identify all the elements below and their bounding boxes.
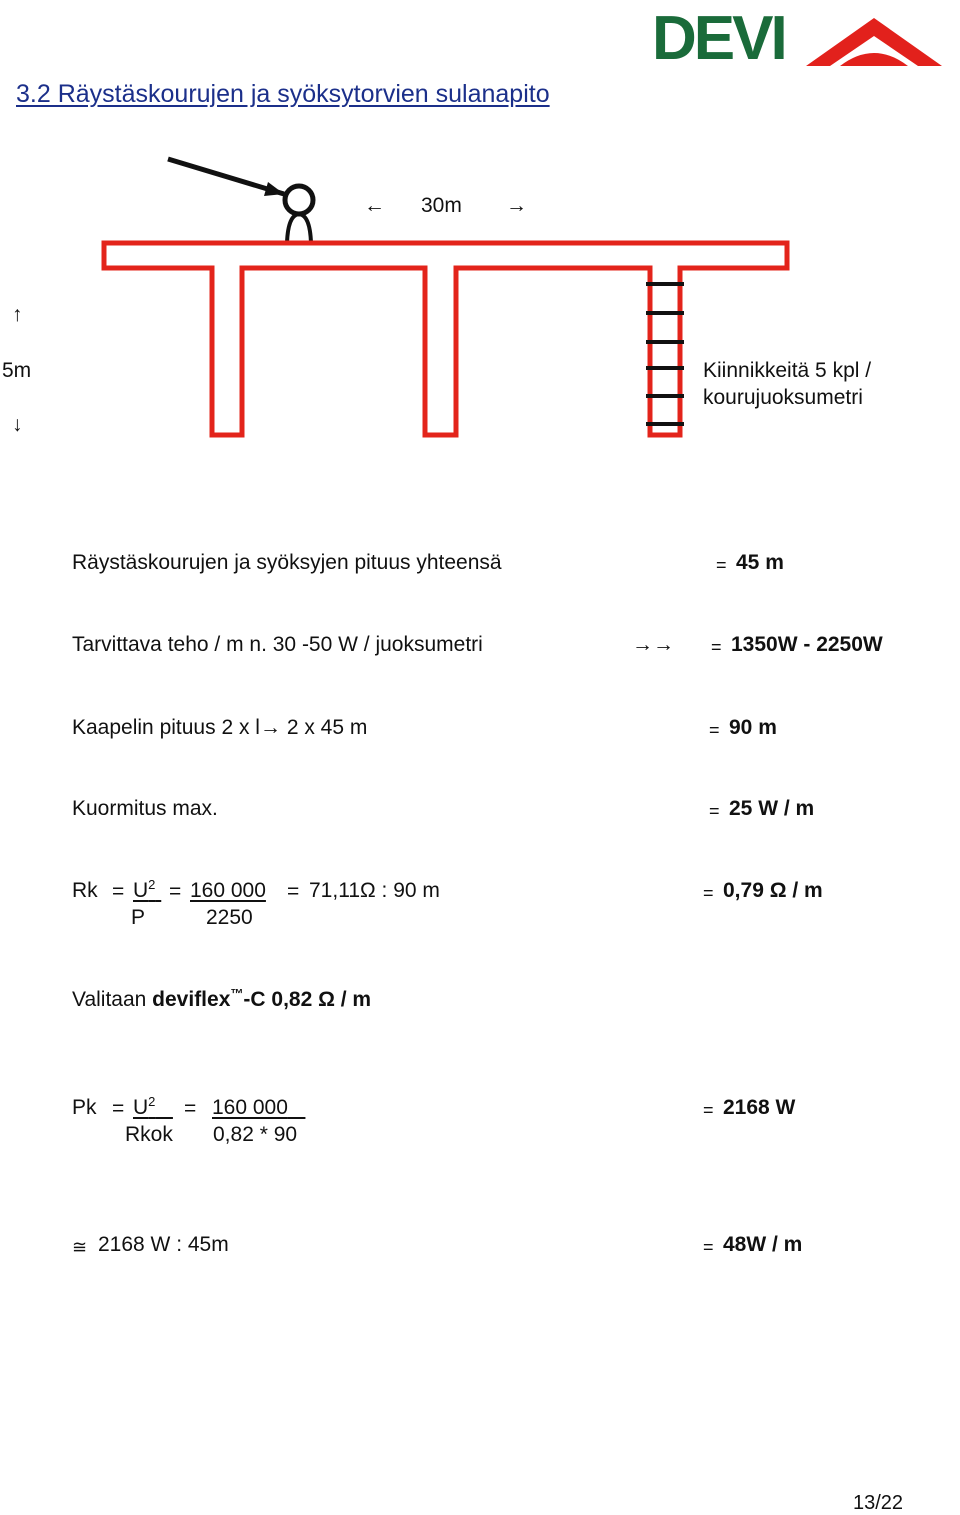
rk-result: 0,79 Ω / m [723,879,823,902]
final-label: 2168 W : 45m [98,1233,229,1256]
pk-result: 2168 W [723,1096,796,1119]
brackets-note-line1: Kiinnikkeitä 5 kpl / [703,359,872,382]
cable-length-arrow: → [259,716,281,739]
power-label: Tarvittava teho / m n. 30 -50 W / juoksumetri [72,633,483,656]
max-load-value: 25 W / m [729,797,815,820]
power-value: 1350W - 2250W [731,633,883,656]
power-eq: = [711,637,722,657]
power-arrows: →→ [632,633,674,656]
pk-denominator-value: 0,82 * 90 [213,1123,298,1146]
final-eq: = [703,1237,714,1257]
pk-numerator: $U^2$ [133,1094,156,1119]
rk-denominator: P [131,906,146,929]
approx-symbol: ≅ [72,1237,88,1257]
max-load-label: Kuormitus max. [72,797,218,820]
gutter-shape [104,243,787,435]
final-value: 48W / m [723,1233,803,1256]
rk-numerator-value: 160 000 [190,879,266,902]
height-up-arrow: ↑ [12,303,23,326]
pointer-arrowhead [264,182,284,196]
cable-choice: Valitaan deviflex™-C 0,82 Ω / m [72,986,372,1011]
logo-text: DEVI [652,4,785,73]
pk-numerator-value: 160 000 [212,1096,288,1119]
total-length-eq: = [716,555,727,575]
rk-denominator-value: 2250 [206,906,253,929]
width-left-arrow: ← [364,194,385,217]
cable-length-value: 90 m [729,716,777,739]
total-length-label: Räystäskourujen ja syöksyjen pituus yhteensä [72,551,502,574]
width-right-arrow: → [506,194,527,217]
height-down-arrow: ↓ [12,413,23,436]
width-label: 30m [421,194,462,217]
ring-symbol [285,186,313,214]
height-label: 5m [2,359,32,382]
pk-denominator: Rkok [125,1123,173,1146]
rk-per-length: 71,11Ω : 90 m [309,879,440,902]
page-title: 3.2 Räystäskourujen ja syöksytorvien sulanapito [16,80,550,108]
cable-length-label: Kaapelin pituus 2 x l→ 2 x 45 m [72,716,368,739]
brackets-note-line2: kourujuoksumetri [703,386,863,409]
rk-numerator: $U^2$ [133,877,156,902]
max-load-eq: = [709,801,720,821]
logo-roof-icon [800,10,948,70]
cable-length-eq: = [709,720,720,740]
devi-logo [650,6,950,72]
total-length-value: 45 m [736,551,784,574]
page-number: 13/22 [853,1492,904,1514]
